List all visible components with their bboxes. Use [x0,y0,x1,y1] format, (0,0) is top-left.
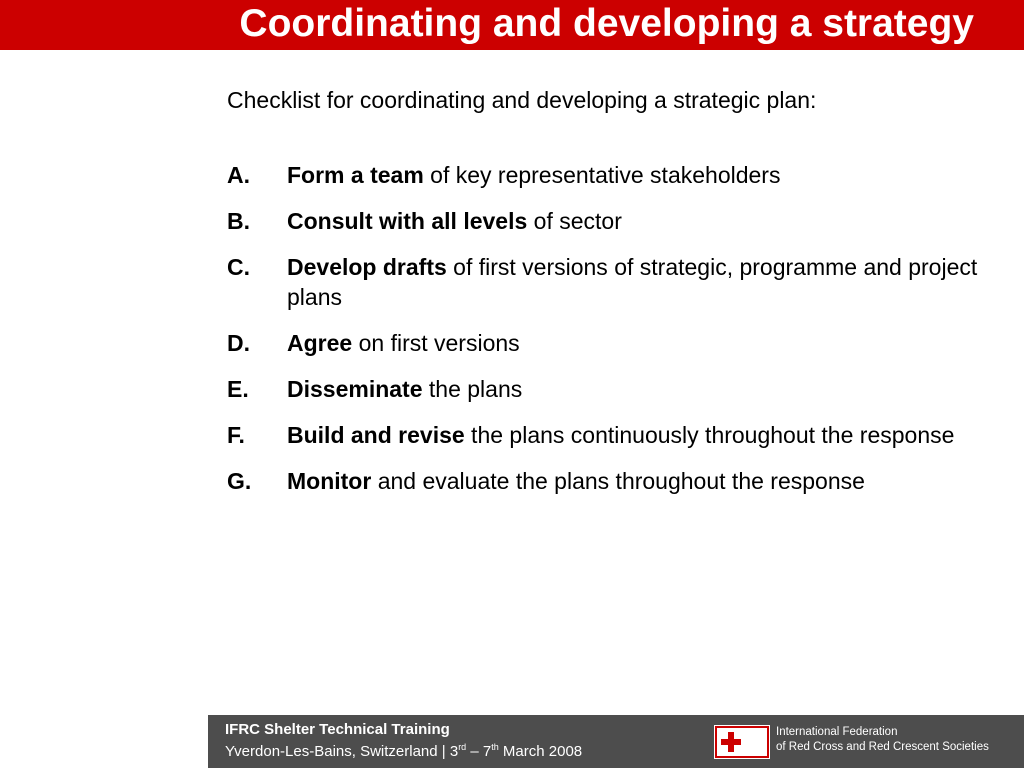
checklist [227,160,997,512]
item-text: and evaluate the plans throughout the response [371,468,865,494]
checklist-item [227,420,997,450]
item-text: of first versions of strategic, programme and project plans [287,254,978,310]
footer-bar [208,715,1024,768]
item-letter: E. [227,376,249,402]
org-line: International Federation [776,726,898,738]
organization-name [776,725,989,755]
item-letter: C. [227,254,250,280]
item-text: of key representative stakeholders [423,162,781,188]
item-text: the plans [422,376,523,402]
course-title: IFRC Shelter Technical Training [225,721,450,738]
item-letter: A. [227,162,250,188]
org-line: of Red Cross and Red Crescent Societies [776,741,989,753]
checklist-item [227,466,997,496]
checklist-intro: Checklist for coordinating and developing a strategic plan: [227,87,817,113]
item-key-phrase: Monitor [287,468,372,494]
item-key-phrase: Form a team [287,162,424,188]
red-cross-crescent-emblem-icon [714,725,770,759]
item-key-phrase: Develop drafts [287,254,447,280]
location-text: Yverdon-Les-Bains, Switzerland | 3 [225,743,459,760]
item-letter: F. [227,422,245,448]
item-key-phrase: Consult with all levels [287,208,528,234]
slide-title: Coordinating and developing a strategy [239,2,974,45]
course-location-date [225,743,582,760]
item-text: the plans continuously throughout the response [464,422,955,448]
title-bar [0,0,1024,50]
checklist-item [227,206,997,236]
item-key-phrase: Build and revise [287,422,465,448]
item-text: of sector [527,208,622,234]
ordinal-suffix: rd [458,742,467,752]
ordinal-suffix: th [491,742,499,752]
checklist-item [227,328,997,358]
checklist-item [227,374,997,404]
month-year-text: March 2008 [498,743,583,760]
item-letter: G. [227,468,252,494]
item-text: on first versions [352,330,520,356]
item-key-phrase: Agree [287,330,353,356]
item-letter: D. [227,330,250,356]
checklist-item [227,252,997,312]
item-letter: B. [227,208,250,234]
checklist-item [227,160,997,190]
date-range-text: – 7 [466,743,492,760]
item-key-phrase: Disseminate [287,376,423,402]
